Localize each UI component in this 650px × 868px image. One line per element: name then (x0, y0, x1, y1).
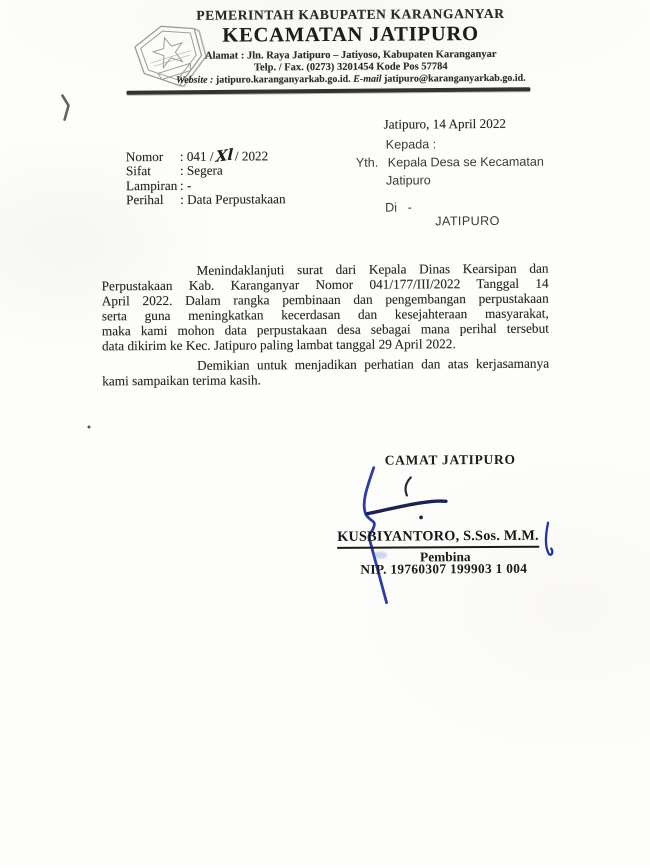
scan-artifact-mark (53, 89, 79, 125)
dateline: Jatipuro, 14 April 2022 (383, 115, 507, 132)
perihal-label: Perihal (126, 191, 164, 208)
website-value: jatipuro.karanganyarkab.go.id. (215, 73, 351, 86)
paragraph-line: Demikian untuk menjadikan perhatian dan atas kerjasamanya (197, 355, 550, 373)
paragraph-line: maka kami mohon data perpustakaan desa sebagai mana perihal tersebut (101, 321, 549, 339)
letterhead-telp: Telp. / Fax. (0273) 3201454 Kode Pos 57784 (253, 61, 448, 74)
recipient-city: JATIPURO (435, 213, 500, 229)
sifat-value: : Segera (179, 162, 223, 179)
recipient-line-1 (356, 155, 544, 170)
signatory-name: KUSBIYANTORO, S.Sos. M.M. (337, 528, 539, 549)
paragraph-line: April 2022. Dalam rangka pembinaan dan pengembangan perpustakaan (101, 290, 549, 309)
lampiran-value: : - (179, 177, 192, 193)
recipient-line-2: Jatipuro (385, 173, 431, 188)
body-paragraph-2 (102, 356, 549, 389)
reference-row-sifat (126, 164, 286, 179)
di-label: Di - (385, 200, 412, 215)
perihal-value: : Data Perpustakaan (180, 191, 286, 207)
signatory-rank: Pembina (419, 549, 471, 565)
letterhead-address: Alamat : Jln. Raya Jatipuro – Jatiyoso, Kabupaten Karanganyar (204, 48, 497, 62)
paragraph-line: data dikirim ke Kec. Jatipuro paling lambat tanggal 29 April 2022. (101, 336, 456, 354)
letterhead-office: KECAMATAN JATIPURO (222, 23, 479, 47)
yth-label: Yth. (355, 155, 379, 170)
letterhead (158, 6, 543, 86)
email-value: jatipuro@karanganyarkab.go.id. (384, 72, 526, 85)
paragraph-line: Menindaklanjuti surat dari Kepala Dinas Kearsipan dan (196, 260, 549, 278)
email-label: E-mail (353, 73, 382, 85)
signature-title: CAMAT JATIPURO (384, 451, 516, 468)
handwritten-signature-ink (341, 429, 572, 610)
paragraph-line: kami sampaikan terima kasih. (102, 372, 262, 389)
nomor-suffix: / 2022 (234, 148, 269, 164)
letterhead-government: PEMERINTAH KABUPATEN KARANGANYAR (196, 5, 505, 23)
recipient-name: Kepala Desa se Kecamatan (387, 154, 544, 170)
kepada-label: Kepada : (385, 137, 437, 152)
nomor-label: Nomor (125, 148, 164, 165)
body-paragraph-1 (101, 261, 549, 354)
nomor-handwritten-number: Xl (215, 145, 234, 166)
paragraph-line: serta guna meningkatkan kecerdasan dan kesejahteraan masyarakat, (101, 305, 549, 324)
lampiran-label: Lampiran (125, 177, 178, 193)
signatory-nip: NIP. 19760307 199903 1 004 (360, 560, 528, 577)
paragraph-line: Perpustakaan Kab. Karanganyar Nomor 041/177/III/2022 Tanggal 14 (101, 275, 549, 294)
scan-speck (87, 425, 90, 428)
reference-block (125, 145, 286, 208)
sifat-label: Sifat (125, 163, 151, 179)
website-label: Website : (176, 74, 214, 86)
nomor-prefix: : 041 / (179, 148, 214, 164)
letterhead-web-email (158, 73, 543, 86)
reference-row-perihal (126, 192, 286, 207)
